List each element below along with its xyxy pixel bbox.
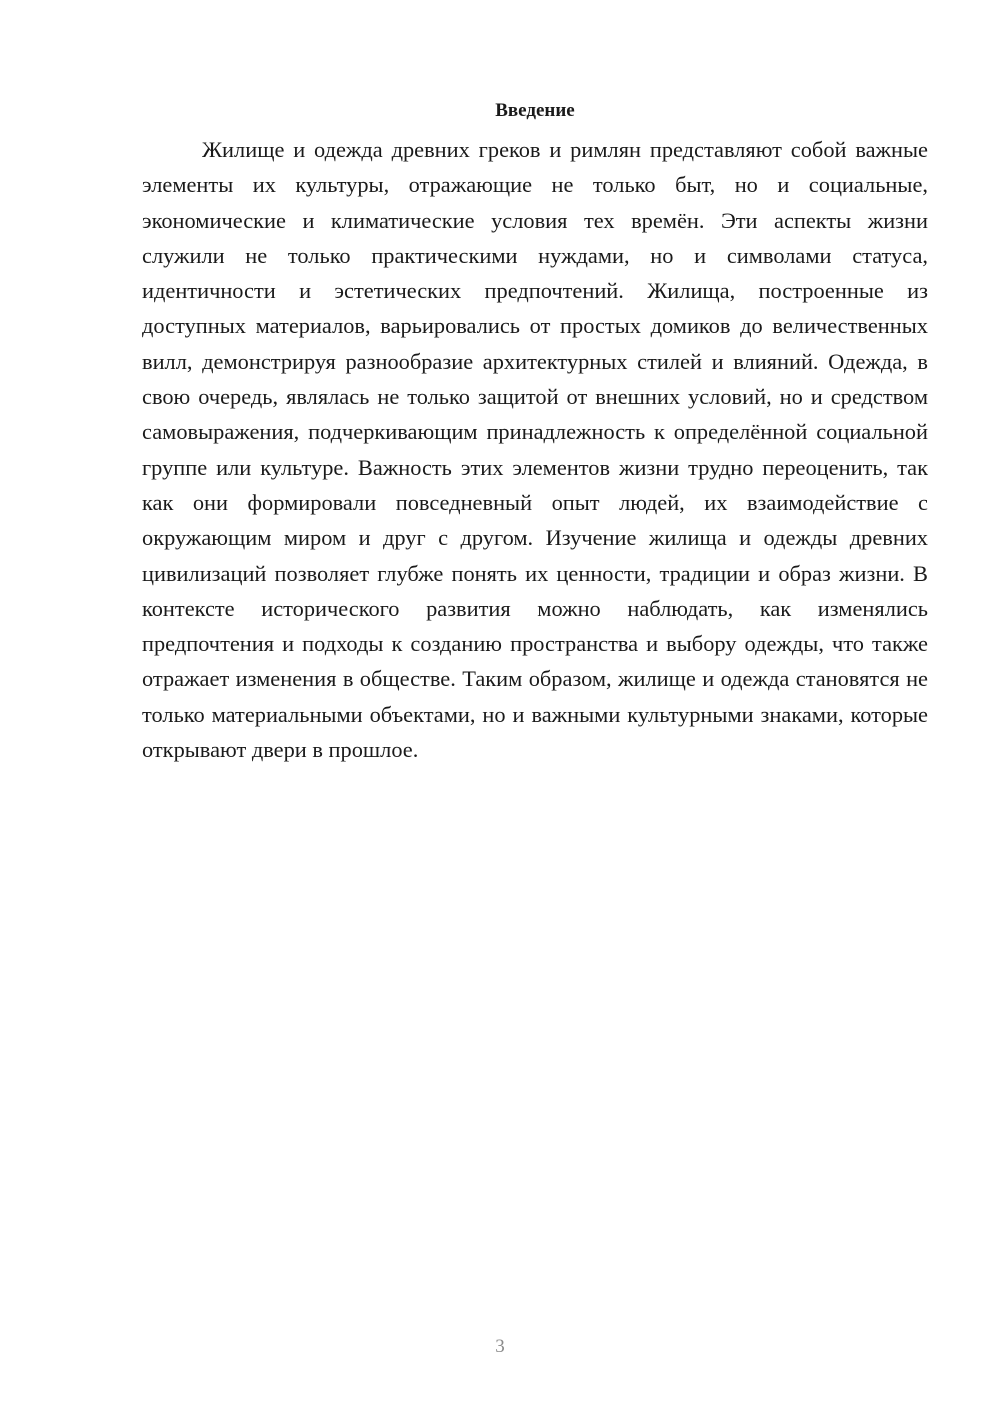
intro-paragraph: Жилище и одежда древних греков и римлян представляют собой важные элементы их культуры, отражающие не только быт, но и социальные, экономические и климатические условия тех времён. Эти аспекты жизни служили не только практическими нуждами, но и символами статуса, идентичности и эстетических предпочтений. Жилища, построенные из доступных материалов, варьировались от простых домиков до величественных вилл, демонстрируя разнообразие архитектурных стилей и влияний. Одежда, в свою очередь, являлась не только защитой от внешних условий, но и средством самовыражения, подчеркивающим принадлежность к определённой социальной группе или культуре. Важность этих элементов жизни трудно переоценить, так как они формировали повседневный опыт людей, их взаимодействие с окружающим миром и друг с другом. Изучение жилища и одежды древних цивилизаций позволяет глубже понять их ценности, традиции и образ жизни. В контексте исторического развития можно наблюдать, как изменялись предпочтения и подходы к созданию пространства и выбору одежды, что также отражает изменения в обществе. Таким образом, жилище и одежда становятся не только материальными объектами, но и важными культурными знаками, которые открывают двери в прошлое. (142, 137, 928, 763)
page-content (142, 96, 928, 767)
section-title: Введение (495, 100, 575, 121)
page-number: 3 (495, 1336, 505, 1357)
